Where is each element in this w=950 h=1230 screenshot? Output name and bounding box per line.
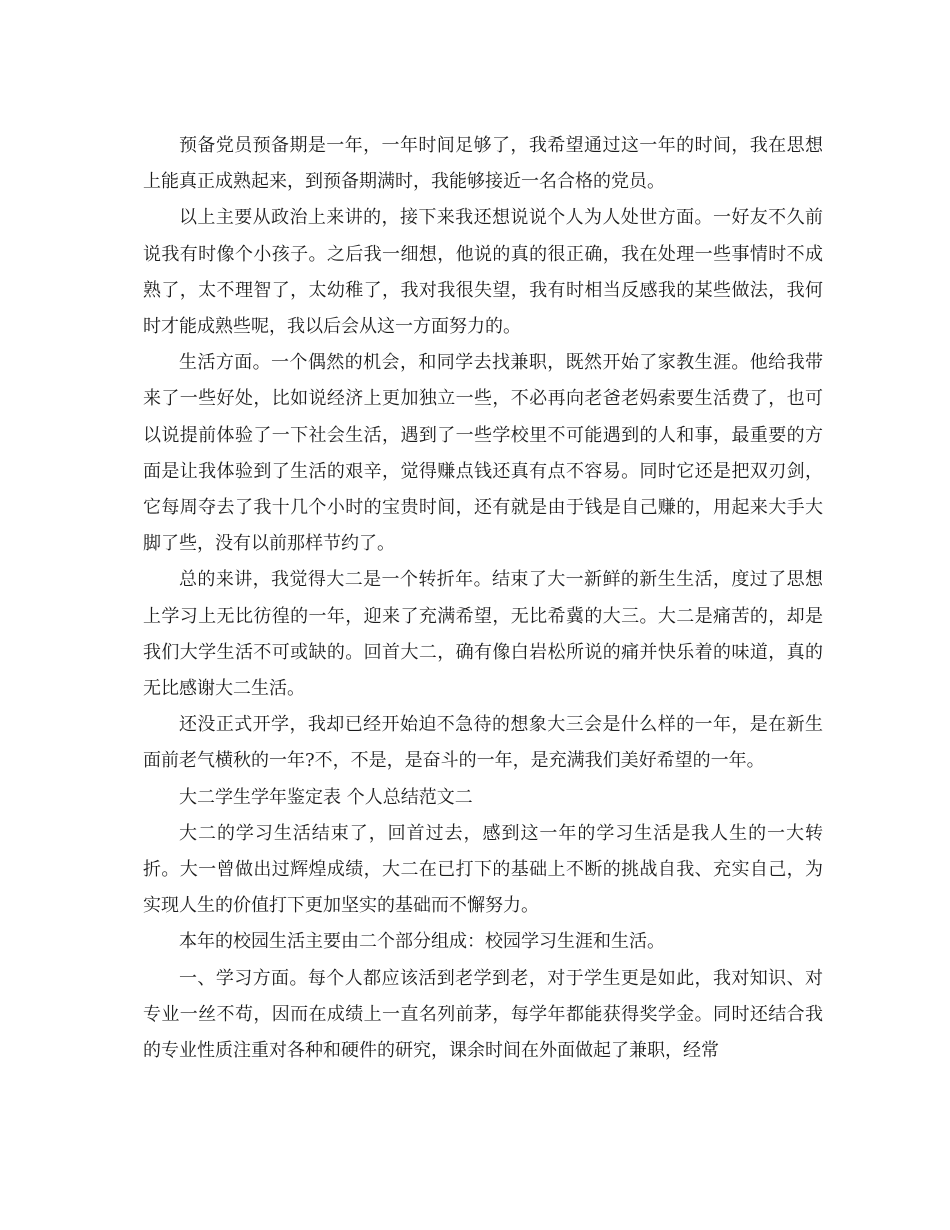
document-body bbox=[143, 128, 823, 1069]
paragraph-personal-conduct: 以上主要从政治上来讲的，接下来我还想说说个人为人处世方面。一好友不久前说我有时像个小孩子。之后我一细想，他说的真的很正确，我在处理一些事情时不成熟了，太不理智了，太幼稚了，我对我很失望，我有时相当反感我的某些做法，我何时才能成熟些呢，我以后会从这一方面努力的。 bbox=[143, 207, 823, 338]
paragraph-campus-life: 本年的校园生活主要由二个部分组成：校园学习生涯和生活。 bbox=[179, 931, 665, 953]
paragraph-intro-two: 大二的学习生活结束了，回首过去，感到这一年的学习生活是我人生的一大转折。大一曾做出过辉煌成绩，大二在已打下的基础上不断的挑战自我、充实自己，为实现人生的价值打下更加坚实的基础而不懈努力。 bbox=[143, 822, 823, 917]
section-title: 大二学生学年鉴定表 个人总结范文二 bbox=[179, 786, 473, 808]
paragraph-life: 生活方面。一个偶然的机会，和同学去找兼职，既然开始了家教生涯。他给我带来了一些好处，比如说经济上更加独立一些，不必再向老爸老妈索要生活费了，也可以说提前体验了一下社会生活，遇到了一些学校里不可能遇到的人和事，最重要的方面是让我体验到了生活的艰辛，觉得赚点钱还真有点不容易。同时它还是把双刃剑，它每周夺去了我十几个小时的宝贵时间，还有就是由于钱是自己赚的，用起来大手大脚了些，没有以前那样节约了。 bbox=[143, 352, 823, 555]
paragraph-study: 一、学习方面。每个人都应该活到老学到老，对于学生更是如此，我对知识、对专业一丝不苟，因而在成绩上一直名列前茅，每学年都能获得奖学金。同时还结合我的专业性质注重对各种和硬件的研究，课余时间在外面做起了兼职，经常 bbox=[143, 967, 823, 1062]
paragraph-junior-year: 还没正式开学，我却已经开始迫不急待的想象大三会是什么样的一年，是在新生面前老气横秋的一年?不，不是，是奋斗的一年，是充满我们美好希望的一年。 bbox=[143, 714, 823, 772]
paragraph-summary: 总的来讲，我觉得大二是一个转折年。结束了大一新鲜的新生生活，度过了思想上学习上无比彷徨的一年，迎来了充满希望，无比希冀的大三。大二是痛苦的，却是我们大学生活不可或缺的。回首大二，确有像白岩松所说的痛并快乐着的味道，真的无比感谢大二生活。 bbox=[143, 569, 823, 700]
paragraph-probation: 预备党员预备期是一年，一年时间足够了，我希望通过这一年的时间，我在思想上能真正成熟起来，到预备期满时，我能够接近一名合格的党员。 bbox=[143, 135, 823, 193]
